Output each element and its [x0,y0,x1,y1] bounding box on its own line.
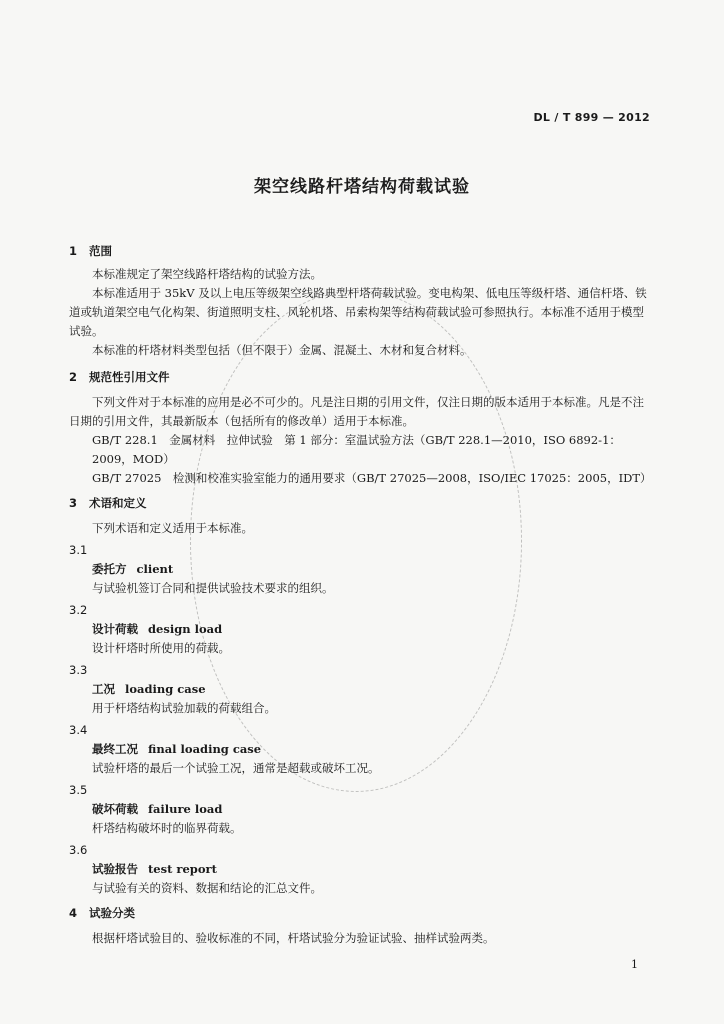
term-number: 3.1 [69,543,88,557]
paragraph: 根据杆塔试验目的、验收标准的不同，杆塔试验分为验证试验、抽样试验两类。 [92,931,495,945]
term-name-zh: 破坏荷载 [92,802,138,816]
paragraph: 本标准规定了架空线路杆塔结构的试验方法。 [92,267,322,281]
reference-item: GB/T 228.1 金属材料 拉伸试验 第 1 部分：室温试验方法（GB/T 228.1—2010，ISO 6892-1：2009，MOD） [92,433,621,466]
term-number: 3.5 [69,783,88,797]
section-terms-definitions [69,494,654,898]
term-name-en: design load [148,622,223,636]
term-definition: 与试验机签订合同和提供试验技术要求的组织。 [92,581,334,595]
term-name-zh: 最终工况 [92,742,138,756]
section-number: 4 [69,906,78,920]
term-entry [69,661,654,718]
paragraph: 本标准的杆塔材料类型包括（但不限于）金属、混凝土、木材和复合材料。 [92,343,472,357]
term-definition: 设计杆塔时所使用的荷载。 [92,641,230,655]
term-entry [69,841,654,898]
term-name [69,800,654,819]
term-name [69,620,654,639]
section-heading [69,368,654,387]
term-name-en: final loading case [148,742,262,756]
term-name-zh: 工况 [92,682,115,696]
section-title: 范围 [89,244,112,258]
term-number: 3.6 [69,843,88,857]
section-number: 2 [69,370,78,384]
term-number: 3.4 [69,723,88,737]
term-name-zh: 设计荷载 [92,622,138,636]
term-definition: 杆塔结构破坏时的临界荷载。 [92,821,242,835]
section-title: 术语和定义 [89,496,147,510]
page-number: 1 [631,958,638,971]
term-entry [69,541,654,598]
term-entry [69,781,654,838]
section-title: 规范性引用文件 [89,370,170,384]
section-number: 3 [69,496,78,510]
section-scope [69,242,654,360]
term-number: 3.2 [69,603,88,617]
term-name [69,680,654,699]
term-definition: 与试验有关的资料、数据和结论的汇总文件。 [92,881,322,895]
document-title: 架空线路杆塔结构荷载试验 [254,177,470,197]
section-heading [69,242,654,261]
document-body [69,236,654,948]
term-entry [69,721,654,778]
term-name-zh: 试验报告 [92,862,138,876]
term-name [69,860,654,879]
reference-item: GB/T 27025 检测和校准实验室能力的通用要求（GB/T 27025—2008，ISO/IEC 17025：2005，IDT） [92,471,652,485]
term-definition: 用于杆塔结构试验加载的荷载组合。 [92,701,276,715]
term-name-en: client [136,562,174,576]
paragraph: 下列术语和定义适用于本标准。 [92,521,253,535]
section-title: 试验分类 [89,906,135,920]
paragraph: 本标准适用于 35kV 及以上电压等级架空线路典型杆塔荷载试验。变电构架、低电压等级杆塔、通信杆塔、铁道或轨道架空电气化构架、街道照明支柱、风轮机塔、吊索构架等结构荷载试验可参照执行。本标准不适用于模型试验。 [69,286,647,338]
term-name-en: loading case [125,682,206,696]
term-name-zh: 委托方 [92,562,127,576]
standard-number: DL / T 899 — 2012 [533,111,650,124]
term-entry [69,601,654,658]
term-name [69,560,654,579]
term-number: 3.3 [69,663,88,677]
section-heading [69,904,654,923]
section-normative-references [69,368,654,488]
paragraph: 下列文件对于本标准的应用是必不可少的。凡是注日期的引用文件，仅注日期的版本适用于本标准。凡是不注日期的引用文件，其最新版本（包括所有的修改单）适用于本标准。 [69,395,644,428]
section-heading [69,494,654,513]
term-definition: 试验杆塔的最后一个试验工况，通常是超载或破坏工况。 [92,761,380,775]
term-name [69,740,654,759]
section-test-classification [69,904,654,948]
term-name-en: test report [148,862,217,876]
term-name-en: failure load [148,802,223,816]
section-number: 1 [69,244,78,258]
